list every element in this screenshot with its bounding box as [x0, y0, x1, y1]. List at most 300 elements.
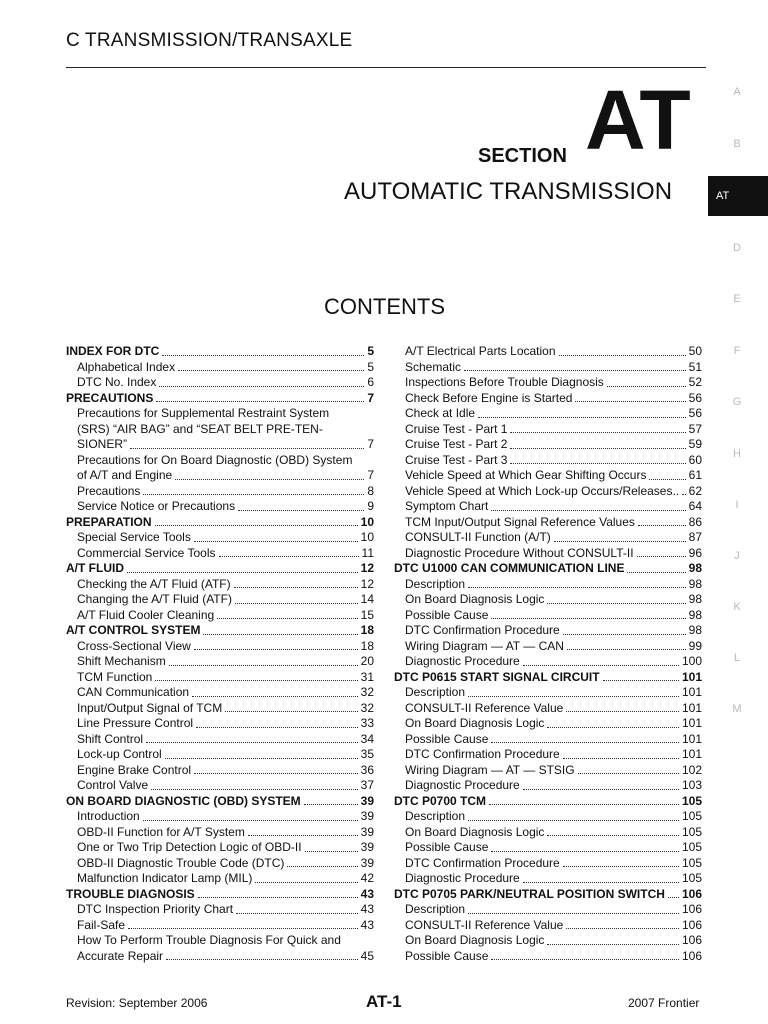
toc-leader-dots	[649, 478, 685, 480]
toc-page-number: 33	[360, 716, 374, 730]
toc-leader-dots	[155, 524, 358, 526]
toc-entry-title: DTC P0705 PARK/NEUTRAL POSITION SWITCH	[394, 886, 665, 901]
toc-leader-dots	[547, 943, 679, 945]
toc-entry[interactable]	[394, 732, 702, 748]
toc-entry-title: Shift Mechanism	[77, 654, 166, 668]
header-title: C TRANSMISSION/TRANSAXLE	[66, 30, 353, 51]
toc-leader-dots	[491, 958, 679, 960]
toc-entry[interactable]	[394, 391, 702, 407]
toc-entry[interactable]	[394, 747, 702, 763]
toc-page-number: 56	[688, 406, 702, 420]
toc-entry-title: OBD-II Diagnostic Trouble Code (DTC)	[77, 855, 285, 870]
toc-entry-title: Possible Cause	[405, 731, 489, 746]
toc-entry-title: A/T CONTROL SYSTEM	[66, 623, 201, 637]
section-tab-h[interactable]: H	[733, 448, 741, 460]
section-index-tabs	[706, 68, 768, 748]
toc-leader-dots	[607, 385, 686, 387]
toc-leader-dots	[510, 431, 685, 433]
toc-page-number: 39	[360, 840, 374, 854]
toc-heading[interactable]	[66, 623, 374, 639]
toc-leader-dots	[547, 602, 685, 604]
toc-page-number: 15	[360, 607, 374, 622]
toc-entry-title: DTC P0700 TCM	[394, 793, 487, 808]
toc-page-number: 42	[360, 871, 374, 885]
toc-entry-title: Engine Brake Control	[77, 762, 192, 777]
toc-leader-dots	[255, 881, 357, 883]
toc-entry[interactable]	[394, 949, 702, 965]
toc-leader-dots	[603, 679, 679, 681]
toc-entry-title: Cruise Test - Part 2	[405, 437, 508, 451]
toc-page-number: 105	[681, 824, 702, 839]
toc-entry-title: Inspections Before Trouble Diagnosis	[405, 375, 604, 389]
toc-entry[interactable]	[394, 933, 702, 949]
toc-entry[interactable]	[66, 360, 374, 376]
toc-leader-dots	[468, 819, 679, 821]
toc-entry-title: Fail-Safe	[77, 917, 126, 932]
toc-entry-title: Control Valve	[77, 778, 149, 792]
toc-page-number: 60	[688, 452, 702, 467]
toc-leader-dots	[159, 385, 364, 387]
toc-entry[interactable]	[394, 716, 702, 732]
toc-page-number: 105	[681, 793, 702, 808]
section-tab-a[interactable]: A	[733, 86, 741, 98]
toc-page-number: 7	[367, 390, 374, 405]
toc-entry[interactable]	[394, 809, 702, 825]
toc-entry[interactable]	[66, 763, 374, 779]
toc-leader-dots	[203, 633, 357, 635]
toc-heading[interactable]	[66, 887, 374, 903]
toc-page-number: 10	[360, 530, 374, 544]
toc-entry-title: Check at Idle	[405, 406, 476, 420]
toc-entry-title: Possible Cause	[405, 948, 489, 963]
toc-leader-dots	[146, 741, 358, 743]
section-tab-e[interactable]: E	[733, 293, 741, 305]
toc-entry-title: A/T FLUID	[66, 561, 124, 575]
toc-page-number: 32	[360, 700, 374, 715]
toc-leader-dots	[682, 493, 686, 495]
toc-page-number: 106	[681, 933, 702, 947]
toc-entry-title: Schematic	[405, 359, 462, 374]
toc-entry[interactable]	[394, 778, 702, 794]
toc-entry[interactable]	[394, 360, 702, 376]
toc-page-number: 98	[688, 561, 702, 575]
toc-entry-title: Wiring Diagram — AT — CAN	[405, 638, 564, 653]
toc-entry-title: Cruise Test - Part 1	[405, 421, 508, 436]
toc-entry[interactable]	[394, 918, 702, 934]
toc-entry[interactable]	[66, 422, 374, 438]
toc-leader-dots	[192, 695, 358, 697]
toc-leader-dots	[198, 896, 358, 898]
toc-leader-dots	[127, 571, 358, 573]
toc-leader-dots	[235, 602, 358, 604]
toc-entry[interactable]	[66, 778, 374, 794]
toc-heading[interactable]	[66, 561, 374, 577]
toc-leader-dots	[468, 586, 686, 588]
toc-entry[interactable]	[66, 716, 374, 732]
toc-entry[interactable]	[66, 809, 374, 825]
toc-page-number: 105	[681, 809, 702, 823]
toc-leader-dots	[638, 524, 686, 526]
toc-entry-title: Diagnostic Procedure	[405, 778, 520, 792]
toc-page-number: 101	[681, 669, 702, 684]
toc-entry-title: Changing the A/T Fluid (ATF)	[77, 592, 232, 606]
toc-page-number: 14	[360, 592, 374, 606]
toc-entry[interactable]	[66, 468, 374, 484]
toc-entry-title: Vehicle Speed at Which Gear Shifting Occurs	[405, 468, 647, 482]
toc-page-number: 10	[360, 514, 374, 529]
toc-page-number: 62	[688, 483, 702, 498]
toc-entry-title: CONSULT-II Function (A/T)	[405, 530, 551, 544]
toc-page-number: 31	[360, 669, 374, 684]
toc-entry[interactable]	[66, 437, 374, 453]
toc-page-number: 20	[360, 654, 374, 668]
toc-entry-title: On Board Diagnosis Logic	[405, 716, 545, 730]
toc-leader-dots	[627, 571, 685, 573]
toc-leader-dots	[578, 772, 679, 774]
toc-page-number: 8	[367, 483, 374, 498]
toc-entry[interactable]	[394, 546, 702, 562]
toc-leader-dots	[169, 664, 358, 666]
toc-entry-title: Precautions	[77, 483, 141, 498]
section-tab-m[interactable]: M	[732, 703, 742, 715]
toc-entry[interactable]	[394, 577, 702, 593]
toc-leader-dots	[491, 741, 679, 743]
toc-leader-dots	[248, 834, 358, 836]
toc-page-number: 50	[688, 344, 702, 358]
toc-entry-title: DTC No. Index	[77, 375, 157, 389]
toc-heading[interactable]	[394, 670, 702, 686]
toc-leader-dots	[491, 617, 685, 619]
toc-page-number: 101	[681, 716, 702, 730]
toc-page-number: 98	[688, 623, 702, 637]
toc-entry[interactable]	[66, 530, 374, 546]
toc-entry-title: How To Perform Trouble Diagnosis For Quick and	[77, 933, 341, 947]
section-tab-d[interactable]: D	[733, 242, 741, 254]
toc-entry[interactable]	[66, 825, 374, 841]
toc-leader-dots	[510, 462, 685, 464]
section-tab-at[interactable]: AT	[708, 176, 768, 216]
toc-entry[interactable]	[394, 654, 702, 670]
toc-page-number: 32	[360, 685, 374, 699]
toc-page-number: 52	[688, 375, 702, 389]
contents-title: CONTENTS	[324, 294, 445, 319]
toc-page-number: 106	[681, 902, 702, 916]
toc-entry-title: Precautions for Supplemental Restraint System	[77, 406, 330, 420]
toc-entry-title: A/T Fluid Cooler Cleaning	[77, 607, 215, 622]
toc-leader-dots	[175, 478, 364, 480]
toc-entry-title: DTC Confirmation Procedure	[405, 855, 560, 870]
toc-entry-title: ON BOARD DIAGNOSTIC (OBD) SYSTEM	[66, 793, 301, 808]
toc-entry-title: Description	[405, 685, 466, 699]
toc-page-number: 57	[688, 421, 702, 436]
toc-entry[interactable]	[394, 437, 702, 453]
toc-entry[interactable]	[394, 685, 702, 701]
toc-entry-title: Cross-Sectional View	[77, 638, 191, 653]
section-tab-l[interactable]: L	[733, 652, 741, 664]
toc-entry-title: Commercial Service Tools	[77, 545, 216, 560]
section-tab-j[interactable]: J	[734, 550, 740, 562]
toc-entry-title: Wiring Diagram — AT — STSIG	[405, 762, 575, 777]
toc-leader-dots	[165, 757, 358, 759]
toc-leader-dots	[178, 369, 364, 371]
toc-page-number: 105	[681, 855, 702, 870]
toc-entry-title: On Board Diagnosis Logic	[405, 824, 545, 839]
toc-entry[interactable]	[66, 840, 374, 856]
toc-entry-title: One or Two Trip Detection Logic of OBD-II	[77, 840, 302, 854]
toc-leader-dots	[567, 648, 686, 650]
toc-leader-dots	[464, 369, 686, 371]
toc-entry-title: Shift Control	[77, 731, 144, 746]
toc-entry[interactable]	[394, 344, 702, 360]
toc-page-number: 11	[361, 545, 374, 560]
toc-entry-title: Service Notice or Precautions	[77, 499, 236, 513]
toc-entry[interactable]	[394, 825, 702, 841]
toc-entry[interactable]	[394, 902, 702, 918]
toc-entry-title: Description	[405, 576, 466, 591]
toc-entry-title: Lock-up Control	[77, 747, 162, 761]
toc-entry[interactable]	[66, 639, 374, 655]
section-tab-i[interactable]: I	[735, 499, 739, 511]
toc-entry-title: TCM Input/Output Signal Reference Values	[405, 514, 635, 529]
toc-entry[interactable]	[394, 763, 702, 779]
toc-entry[interactable]	[66, 747, 374, 763]
toc-entry[interactable]	[394, 406, 702, 422]
toc-page-number: 105	[681, 871, 702, 885]
toc-leader-dots	[143, 819, 358, 821]
toc-entry[interactable]	[66, 499, 374, 515]
toc-entry[interactable]	[66, 732, 374, 748]
toc-page-number: 7	[367, 468, 374, 482]
toc-heading[interactable]	[66, 344, 374, 360]
toc-entry[interactable]	[66, 871, 374, 887]
toc-entry[interactable]	[66, 670, 374, 686]
toc-entry[interactable]	[66, 577, 374, 593]
toc-entry-title: SIONER”	[77, 437, 128, 451]
toc-heading[interactable]	[66, 515, 374, 531]
toc-entry-title: DTC Inspection Priority Chart	[77, 902, 234, 916]
toc-page-number: 87	[688, 530, 702, 544]
toc-leader-dots	[668, 896, 679, 898]
toc-entry[interactable]	[394, 468, 702, 484]
toc-leader-dots	[523, 664, 679, 666]
toc-entry-title: of A/T and Engine	[77, 468, 173, 482]
toc-entry-title: Possible Cause	[405, 840, 489, 854]
toc-heading[interactable]	[394, 794, 702, 810]
toc-entry[interactable]	[394, 701, 702, 717]
toc-entry[interactable]	[66, 902, 374, 918]
toc-entry[interactable]	[66, 918, 374, 934]
toc-entry[interactable]	[66, 484, 374, 500]
toc-entry-title: Diagnostic Procedure	[405, 654, 520, 668]
toc-leader-dots	[575, 400, 685, 402]
toc-page-number: 34	[360, 731, 374, 746]
toc-right-column	[394, 344, 702, 964]
toc-entry[interactable]	[394, 871, 702, 887]
toc-heading[interactable]	[66, 794, 374, 810]
toc-leader-dots	[225, 710, 357, 712]
footer-revision: Revision: September 2006	[66, 996, 208, 1010]
toc-page-number: 106	[681, 917, 702, 932]
toc-page-number: 101	[681, 700, 702, 715]
toc-entry[interactable]	[66, 406, 374, 422]
toc-entry-title: DTC U1000 CAN COMMUNICATION LINE	[394, 561, 625, 575]
toc-page-number: 37	[360, 778, 374, 792]
toc-entry[interactable]	[394, 639, 702, 655]
toc-entry[interactable]	[394, 608, 702, 624]
toc-entry[interactable]	[66, 453, 374, 469]
toc-entry[interactable]	[66, 856, 374, 872]
toc-page-number: 9	[367, 499, 374, 513]
toc-leader-dots	[523, 788, 679, 790]
toc-leader-dots	[219, 555, 359, 557]
toc-entry[interactable]	[394, 499, 702, 515]
toc-entry[interactable]	[394, 592, 702, 608]
toc-leader-dots	[143, 493, 364, 495]
toc-page-number: 102	[681, 762, 702, 777]
toc-entry-title: Line Pressure Control	[77, 716, 194, 730]
toc-page-number: 56	[688, 390, 702, 405]
header-divider	[66, 67, 706, 68]
toc-page-number: 35	[360, 747, 374, 761]
toc-leader-dots	[566, 927, 679, 929]
toc-entry[interactable]	[394, 453, 702, 469]
toc-heading[interactable]	[394, 887, 702, 903]
toc-leader-dots	[547, 726, 679, 728]
toc-page-number: 12	[360, 561, 374, 575]
toc-entry[interactable]	[394, 422, 702, 438]
footer-model: 2007 Frontier	[628, 996, 700, 1010]
toc-page-number: 18	[360, 638, 374, 653]
toc-page-number: 12	[360, 576, 374, 591]
toc-entry[interactable]	[394, 840, 702, 856]
toc-leader-dots	[194, 772, 358, 774]
toc-leader-dots	[236, 912, 358, 914]
toc-entry[interactable]	[66, 608, 374, 624]
toc-leader-dots	[217, 617, 357, 619]
toc-page-number: 39	[360, 793, 374, 808]
toc-leader-dots	[491, 850, 679, 852]
toc-entry[interactable]	[66, 375, 374, 391]
toc-entry-title: CONSULT-II Reference Value	[405, 700, 564, 715]
toc-entry[interactable]	[394, 623, 702, 639]
toc-entry-title: Introduction	[77, 809, 140, 823]
toc-leader-dots	[566, 710, 679, 712]
toc-entry[interactable]	[66, 685, 374, 701]
section-tab-f[interactable]: F	[733, 345, 741, 357]
toc-page-number: 5	[367, 344, 374, 358]
toc-page-number: 64	[688, 499, 702, 513]
toc-entry-title: Description	[405, 809, 466, 823]
toc-leader-dots	[563, 633, 686, 635]
toc-entry-title: (SRS) “AIR BAG” and “SEAT BELT PRE-TEN-	[77, 421, 323, 436]
toc-entry-title: Precautions for On Board Diagnostic (OBD) System	[77, 452, 353, 467]
toc-page-number: 98	[688, 592, 702, 606]
toc-page-number: 61	[688, 468, 702, 482]
toc-entry-title: CONSULT-II Reference Value	[405, 917, 564, 932]
toc-page-number: 18	[360, 623, 374, 637]
toc-page-number: 103	[681, 778, 702, 792]
toc-page-number: 96	[688, 545, 702, 560]
toc-leader-dots	[523, 881, 679, 883]
toc-page-number: 86	[688, 514, 702, 529]
toc-leader-dots	[489, 803, 679, 805]
toc-leader-dots	[130, 447, 364, 449]
toc-leader-dots	[194, 648, 358, 650]
toc-entry[interactable]	[394, 856, 702, 872]
toc-page-number: 106	[681, 948, 702, 963]
toc-page-number: 43	[360, 902, 374, 916]
toc-page-number: 101	[681, 747, 702, 761]
toc-entry[interactable]	[66, 592, 374, 608]
toc-leader-dots	[238, 509, 364, 511]
toc-entry-title: DTC P0615 START SIGNAL CIRCUIT	[394, 669, 600, 684]
toc-leader-dots	[468, 695, 679, 697]
toc-page-number: 51	[688, 359, 702, 374]
toc-entry[interactable]	[66, 933, 374, 949]
toc-page-number: 101	[681, 685, 702, 699]
toc-entry[interactable]	[66, 949, 374, 965]
toc-entry-title: Cruise Test - Part 3	[405, 452, 508, 467]
section-tab-k[interactable]: K	[733, 601, 741, 613]
toc-entry-title: On Board Diagnosis Logic	[405, 592, 545, 606]
toc-entry-title: On Board Diagnosis Logic	[405, 933, 545, 947]
toc-page-number: 5	[367, 359, 374, 374]
toc-entry-title: CAN Communication	[77, 685, 190, 699]
toc-page-number: 39	[360, 824, 374, 839]
toc-entry-title: Symptom Chart	[405, 499, 489, 513]
toc-entry-title: TROUBLE DIAGNOSIS	[66, 886, 195, 901]
section-name: AUTOMATIC TRANSMISSION	[344, 178, 673, 205]
toc-entry[interactable]	[66, 701, 374, 717]
toc-page-number: 59	[688, 437, 702, 451]
toc-heading[interactable]	[66, 391, 374, 407]
toc-leader-dots	[563, 865, 679, 867]
toc-leader-dots	[305, 850, 358, 852]
toc-entry-title: DTC Confirmation Procedure	[405, 747, 560, 761]
toc-heading[interactable]	[394, 561, 702, 577]
toc-entry[interactable]	[66, 654, 374, 670]
toc-entry-title: TCM Function	[77, 669, 153, 684]
toc-entry[interactable]	[394, 375, 702, 391]
toc-entry-title: Alphabetical Index	[77, 359, 176, 374]
toc-leader-dots	[155, 679, 357, 681]
toc-leader-dots	[563, 757, 679, 759]
toc-entry-title: Diagnostic Procedure Without CONSULT-II	[405, 545, 634, 560]
toc-page-number: 105	[681, 840, 702, 854]
toc-entry-title: Vehicle Speed at Which Lock-up Occurs/Releases..	[405, 483, 680, 498]
toc-leader-dots	[554, 540, 686, 542]
toc-entry-title: OBD-II Function for A/T System	[77, 824, 245, 839]
toc-leader-dots	[468, 912, 679, 914]
section-tab-b[interactable]: B	[733, 138, 741, 150]
toc-entry-title: PREPARATION	[66, 514, 152, 529]
toc-page-number: 36	[360, 762, 374, 777]
toc-entry-title: Input/Output Signal of TCM	[77, 700, 223, 715]
toc-leader-dots	[637, 555, 686, 557]
toc-entry-title: Special Service Tools	[77, 530, 191, 544]
toc-leader-dots	[196, 726, 358, 728]
section-label: SECTION	[478, 145, 567, 167]
toc-page-number: 98	[688, 607, 702, 622]
section-tab-g[interactable]: G	[732, 396, 742, 408]
toc-entry[interactable]	[394, 515, 702, 531]
toc-page-number: 106	[681, 886, 702, 901]
toc-entry[interactable]	[394, 484, 702, 500]
toc-leader-dots	[162, 354, 364, 356]
toc-entry[interactable]	[66, 546, 374, 562]
toc-entry-title: Malfunction Indicator Lamp (MIL)	[77, 871, 253, 885]
toc-entry[interactable]	[394, 530, 702, 546]
